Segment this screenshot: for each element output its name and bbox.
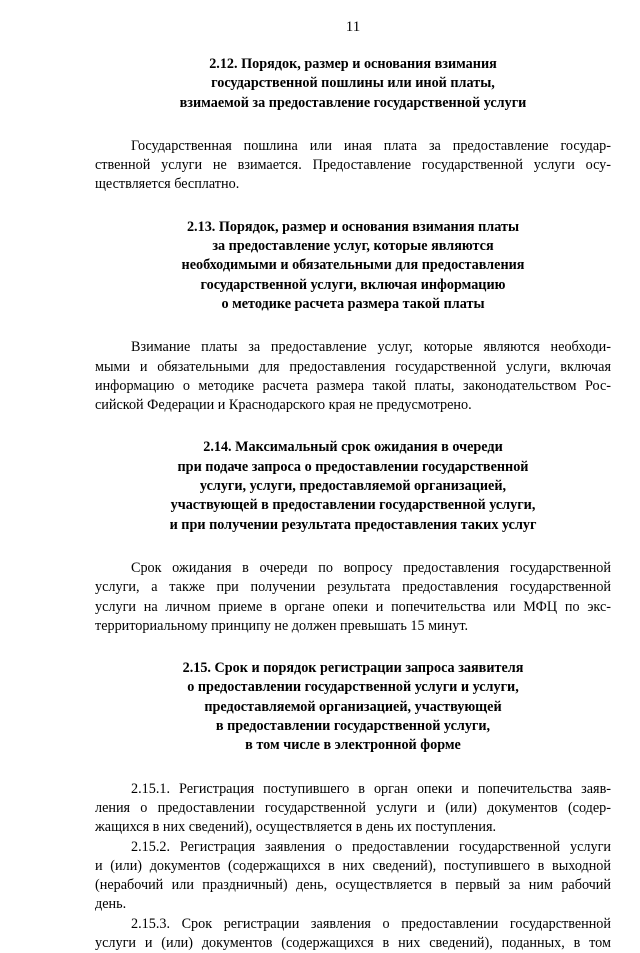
heading-line: 2.13. Порядок, размер и основания взимания платы — [186, 218, 520, 235]
heading-line: предоставляемой организацией, участвующей — [204, 698, 502, 715]
paragraph-line: услуги на личном приеме в органе опеки и попечительства или МФЦ по экс- — [95, 598, 611, 615]
heading-line: участвующей в предоставлении государственной услуги, — [170, 497, 536, 514]
paragraph-line: территориальному принципу не должен превышать 15 минут. — [95, 617, 469, 634]
heading-line: 2.14. Максимальный срок ожидания в очереди — [203, 439, 503, 456]
paragraph-2-15-3 — [95, 915, 611, 953]
heading-line: государственной услуги, включая информацию — [200, 276, 506, 293]
paragraph-2-14-body — [95, 559, 611, 636]
section-heading-2-15 — [95, 659, 611, 755]
paragraph-line: услуги и (или) документов (содержащихся в них сведений), поданных, в том — [95, 934, 611, 951]
heading-line: о методике расчета размера такой платы — [221, 295, 485, 312]
paragraph-2-15-1 — [95, 780, 611, 838]
section-heading-2-12 — [95, 55, 611, 113]
paragraph-line: ления о предоставлении государственной услуги и (или) документов (содер- — [95, 799, 611, 816]
heading-line: 2.15. Срок и порядок регистрации запроса заявителя — [182, 660, 524, 677]
paragraph-2-15-2 — [95, 838, 611, 915]
heading-line: при подаче запроса о предоставлении государственной — [177, 458, 529, 475]
heading-line: за предоставление услуг, которые являются — [212, 238, 494, 255]
paragraph-line: информацию о методике расчета размера такой платы, законодательством Рос- — [95, 377, 611, 394]
heading-line: о предоставлении государственной услуги и услуги, — [187, 679, 519, 696]
paragraph-2-12-body — [95, 137, 611, 195]
paragraph-line: жащихся в них сведений), осуществляется в день их поступления. — [95, 819, 497, 836]
document-page — [95, 18, 611, 953]
page-number: 11 — [345, 19, 361, 35]
paragraph-line: Государственная пошлина или иная плата за предоставление государ- — [131, 137, 611, 154]
paragraph-line: 2.15.3. Срок регистрации заявления о предоставлении государственной — [131, 915, 611, 932]
heading-line: и при получении результата предоставления таких услуг — [169, 516, 537, 533]
paragraph-line: сийской Федерации и Краснодарского края не предусмотрено. — [95, 397, 472, 414]
paragraph-line: Срок ожидания в очереди по вопросу предоставления государственной — [131, 559, 611, 576]
heading-line: в том числе в электронной форме — [245, 737, 461, 754]
paragraph-line: день. — [95, 896, 127, 913]
section-heading-2-14 — [95, 438, 611, 534]
paragraph-line: 2.15.1. Регистрация поступившего в орган опеки и попечительства заяв- — [131, 780, 611, 797]
paragraph-line: Взимание платы за предоставление услуг, которые являются необходи- — [131, 339, 611, 356]
heading-line: необходимыми и обязательными для предоставления — [181, 257, 525, 274]
paragraph-line: (нерабочий или праздничный) день, осуществляется в первый за ним рабочий — [95, 877, 611, 894]
heading-line: государственной пошлины или иной платы, — [211, 75, 495, 92]
heading-line: в предоставлении государственной услуги, — [215, 718, 491, 735]
paragraph-line: ственной услуги не взимается. Предоставление государственной услуги осу- — [95, 157, 611, 174]
paragraph-line: 2.15.2. Регистрация заявления о предоставлении государственной услуги — [131, 838, 611, 855]
section-heading-2-13 — [95, 218, 611, 314]
paragraph-line: и (или) документов (содержащихся в них сведений), поступившего в выходной — [95, 857, 611, 874]
paragraph-line: ществляется бесплатно. — [95, 176, 240, 193]
heading-line: услуги, услуги, предоставляемой организацией, — [199, 478, 507, 495]
paragraph-line: мыми и обязательными для предоставления государственной услуги, включая — [95, 358, 611, 375]
heading-line: взимаемой за предоставление государственной услуги — [179, 94, 527, 111]
paragraph-line: услуги, а также при получении результата предоставления государственной — [95, 579, 611, 596]
heading-line: 2.12. Порядок, размер и основания взимания — [209, 56, 497, 72]
paragraph-2-13-body — [95, 338, 611, 415]
